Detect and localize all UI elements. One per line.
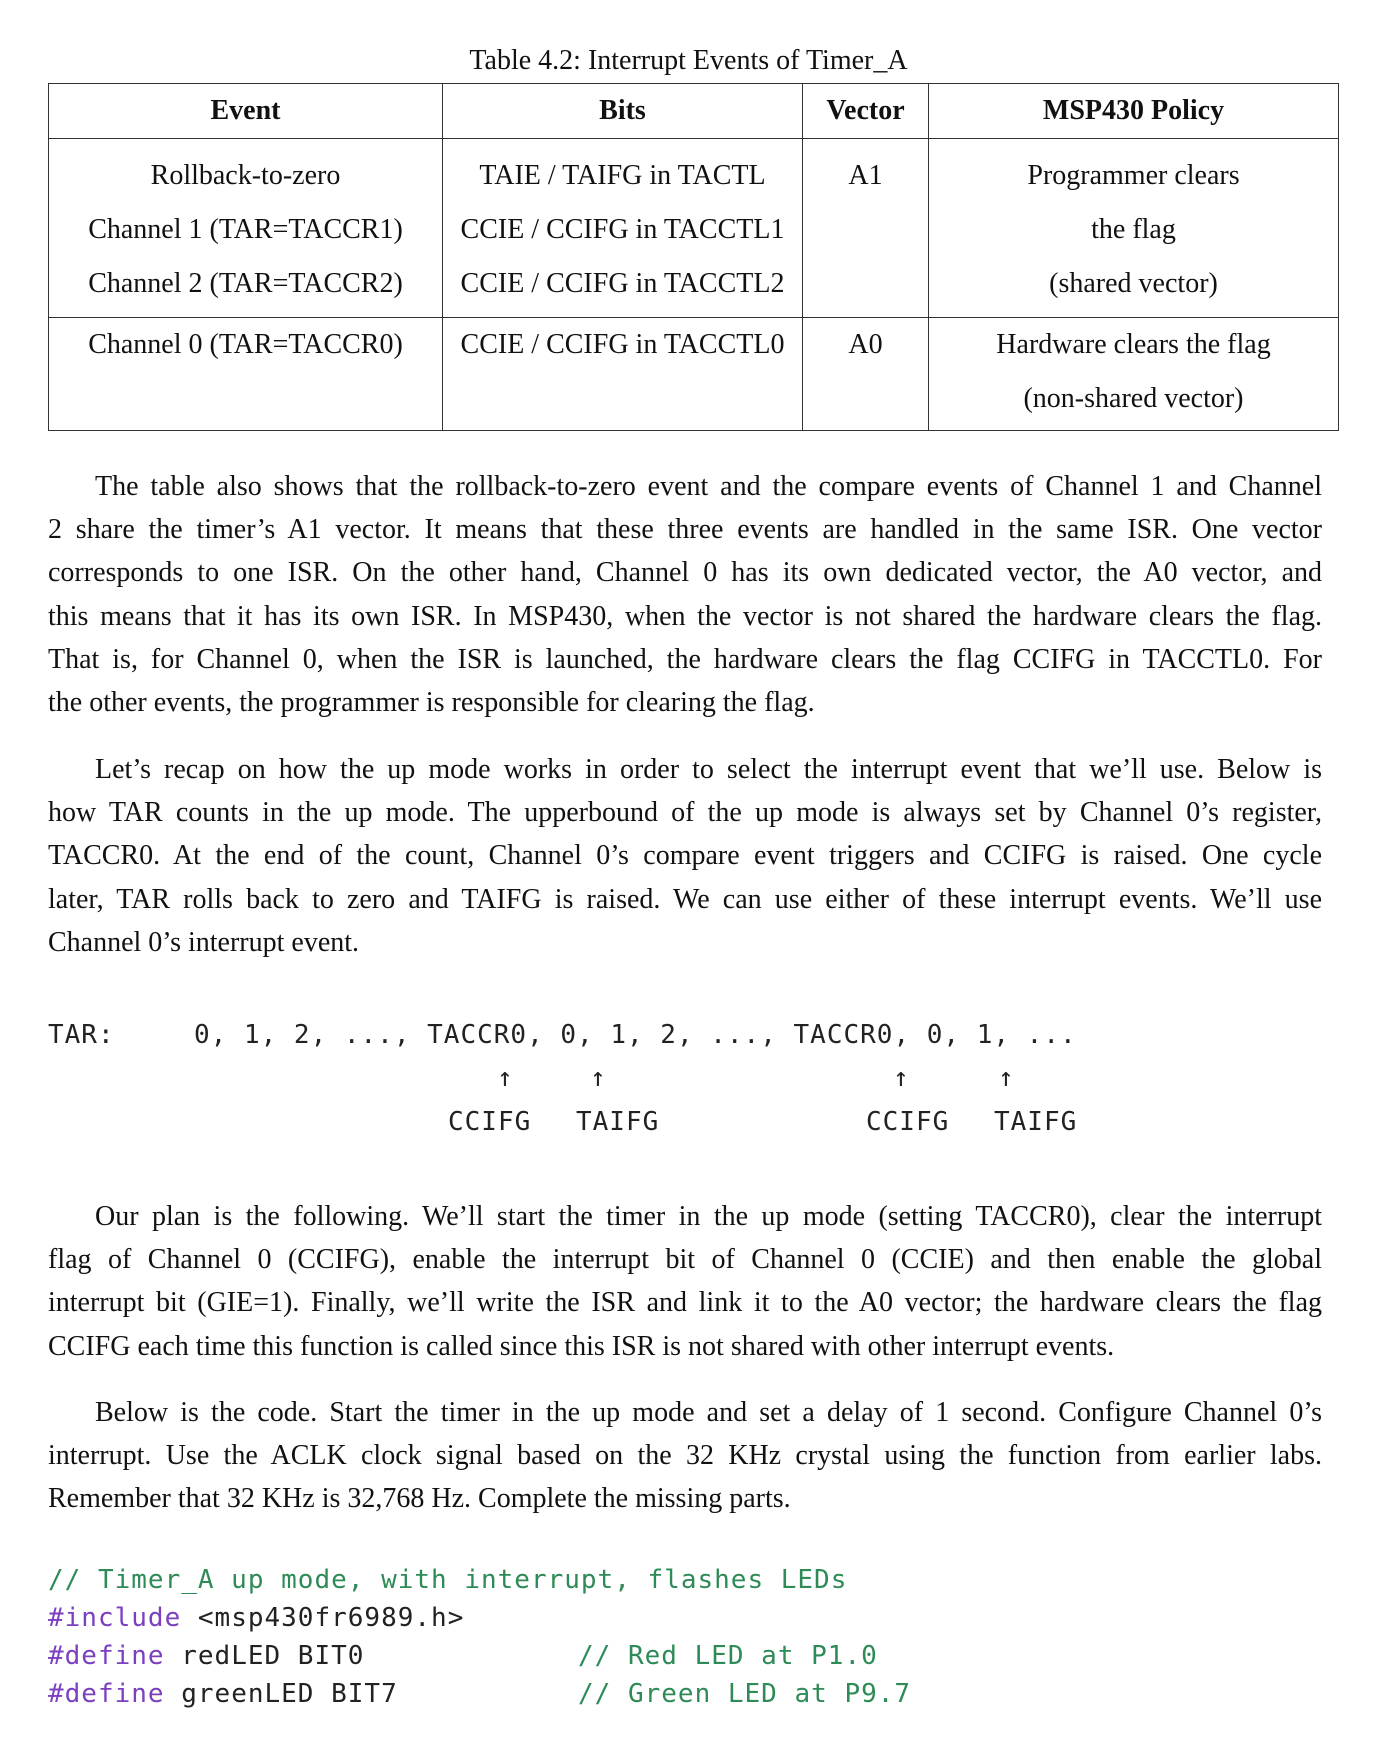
paragraph-line: CCIFG each time this function is called since this ISR is not shared with other interrupt events. [48, 1330, 1115, 1362]
include-file: <msp430fr6989.h> [197, 1603, 465, 1633]
define-red-name: redLED BIT0 [181, 1641, 365, 1671]
paragraph-line: interrupt. Use the ACLK clock signal based on the 32 KHz crystal using the function from earlier labs. [48, 1440, 1322, 1472]
tar-label: TAR: [48, 1020, 115, 1050]
code-include-line [48, 1603, 464, 1633]
paragraph-up-mode-recap [48, 748, 1322, 964]
paragraph-line: 2 share the timer’s A1 vector. It means that these three events are handled in the same ISR. One vector [48, 514, 1322, 546]
policy-cell [929, 139, 1339, 318]
define-green-comment: // Green LED at P9.7 [578, 1679, 912, 1709]
code-comment-title: // Timer_A up mode, with interrupt, flashes LEDs [48, 1565, 848, 1595]
include-directive: #include [48, 1603, 182, 1633]
paragraph-code-intro [48, 1391, 1322, 1521]
header-vector: Vector [803, 84, 929, 139]
arrow-icon: ↑ [497, 1063, 514, 1093]
code-define-green [48, 1679, 398, 1709]
paragraph-line: Below is the code. Start the timer in the up mode and set a delay of 1 second. Configure Channel 0’s [95, 1397, 1322, 1428]
bits-rollback: TAIE / TAIFG in TACTL [479, 160, 766, 191]
paragraph-line: interrupt bit (GIE=1). Finally, we’ll write the ISR and link it to the A0 vector; the hardware clears the flag [48, 1287, 1322, 1319]
header-policy: MSP430 Policy [929, 84, 1339, 139]
arrow-icon: ↑ [590, 1063, 607, 1093]
define-directive: #define [48, 1679, 165, 1709]
header-bits: Bits [443, 84, 803, 139]
policy-line-3: (shared vector) [1049, 268, 1218, 299]
table-row [49, 318, 1339, 431]
arrow-icon: ↑ [998, 1063, 1015, 1093]
table-header-row [49, 84, 1339, 139]
ccifg-marker: CCIFG [448, 1107, 532, 1137]
interrupt-events-table [48, 83, 1339, 431]
vector-cell [803, 318, 929, 431]
policy-line-1: Hardware clears the flag [996, 329, 1271, 360]
event-rollback: Rollback-to-zero [150, 160, 341, 191]
shared-vector-group [49, 139, 1339, 318]
define-green-name: greenLED BIT7 [181, 1679, 398, 1709]
event-channel-1: Channel 1 (TAR=TACCR1) [88, 214, 403, 245]
code-define-red [48, 1641, 364, 1671]
paragraph-line: the other events, the programmer is responsible for clearing the flag. [48, 687, 815, 719]
vector-a1: A1 [848, 160, 883, 191]
event-cell [49, 318, 443, 431]
paragraph-line: flag of Channel 0 (CCIFG), enable the interrupt bit of Channel 0 (CCIE) and then enable the global [48, 1244, 1322, 1276]
paragraph-shared-vectors [48, 465, 1322, 724]
paragraph-line: Let’s recap on how the up mode works in order to select the interrupt event that we’ll use. Below is [95, 754, 1322, 785]
paragraph-line: how TAR counts in the up mode. The upperbound of the up mode is always set by Channel 0’s register, [48, 797, 1322, 829]
policy-line-1: Programmer clears [1027, 160, 1240, 191]
paragraph-line: The table also shows that the rollback-to-zero event and the compare events of Channel 1 and Channel [95, 471, 1322, 502]
bits-channel-1: CCIE / CCIFG in TACCTL1 [460, 214, 785, 245]
paragraph-line: later, TAR rolls back to zero and TAIFG is raised. We can use either of these interrupt events. We’ll use [48, 883, 1322, 915]
table-row [49, 139, 1339, 318]
bits-channel-0: CCIE / CCIFG in TACCTL0 [460, 329, 785, 360]
header-event: Event [49, 84, 443, 139]
paragraph-line: Our plan is the following. We’ll start the timer in the up mode (setting TACCR0), clear the interrupt [95, 1201, 1322, 1232]
paragraph-line: Channel 0’s interrupt event. [48, 926, 360, 958]
bits-channel-2: CCIE / CCIFG in TACCTL2 [460, 268, 785, 299]
paragraph-line: Remember that 32 KHz is 32,768 Hz. Complete the missing parts. [48, 1483, 791, 1515]
taifg-marker: TAIFG [576, 1107, 660, 1137]
define-directive: #define [48, 1641, 165, 1671]
taifg-marker: TAIFG [994, 1107, 1078, 1137]
paragraph-line: corresponds to one ISR. On the other hand, Channel 0 has its own dedicated vector, the A0 vector, and [48, 557, 1322, 589]
vector-a0: A0 [848, 329, 883, 360]
paragraph-line: That is, for Channel 0, when the ISR is launched, the hardware clears the flag CCIFG in TACCTL0. For [48, 643, 1322, 675]
table-caption: Table 4.2: Interrupt Events of Timer_A [469, 45, 908, 76]
non-shared-vector-group [49, 318, 1339, 431]
bits-cell [443, 318, 803, 431]
paragraph-line: TACCR0. At the end of the count, Channel 0’s compare event triggers and CCIFG is raised. One cycle [48, 840, 1322, 872]
paragraph-line: this means that it has its own ISR. In MSP430, when the vector is not shared the hardware clears the flag. [48, 600, 1322, 632]
ccifg-marker: CCIFG [866, 1107, 950, 1137]
bits-cell [443, 139, 803, 318]
vector-cell [803, 139, 929, 318]
event-channel-2: Channel 2 (TAR=TACCR2) [88, 268, 403, 299]
policy-cell [929, 318, 1339, 431]
policy-line-2: (non-shared vector) [1023, 383, 1244, 414]
event-cell [49, 139, 443, 318]
define-red-comment: // Red LED at P1.0 [578, 1641, 878, 1671]
tar-sequence: 0, 1, 2, ..., TACCR0, 0, 1, 2, ..., TACCR0, 0, 1, ... [194, 1020, 1077, 1050]
arrow-icon: ↑ [893, 1063, 910, 1093]
policy-line-2: the flag [1091, 214, 1176, 245]
event-channel-0: Channel 0 (TAR=TACCR0) [88, 329, 403, 360]
paragraph-plan [48, 1195, 1322, 1368]
